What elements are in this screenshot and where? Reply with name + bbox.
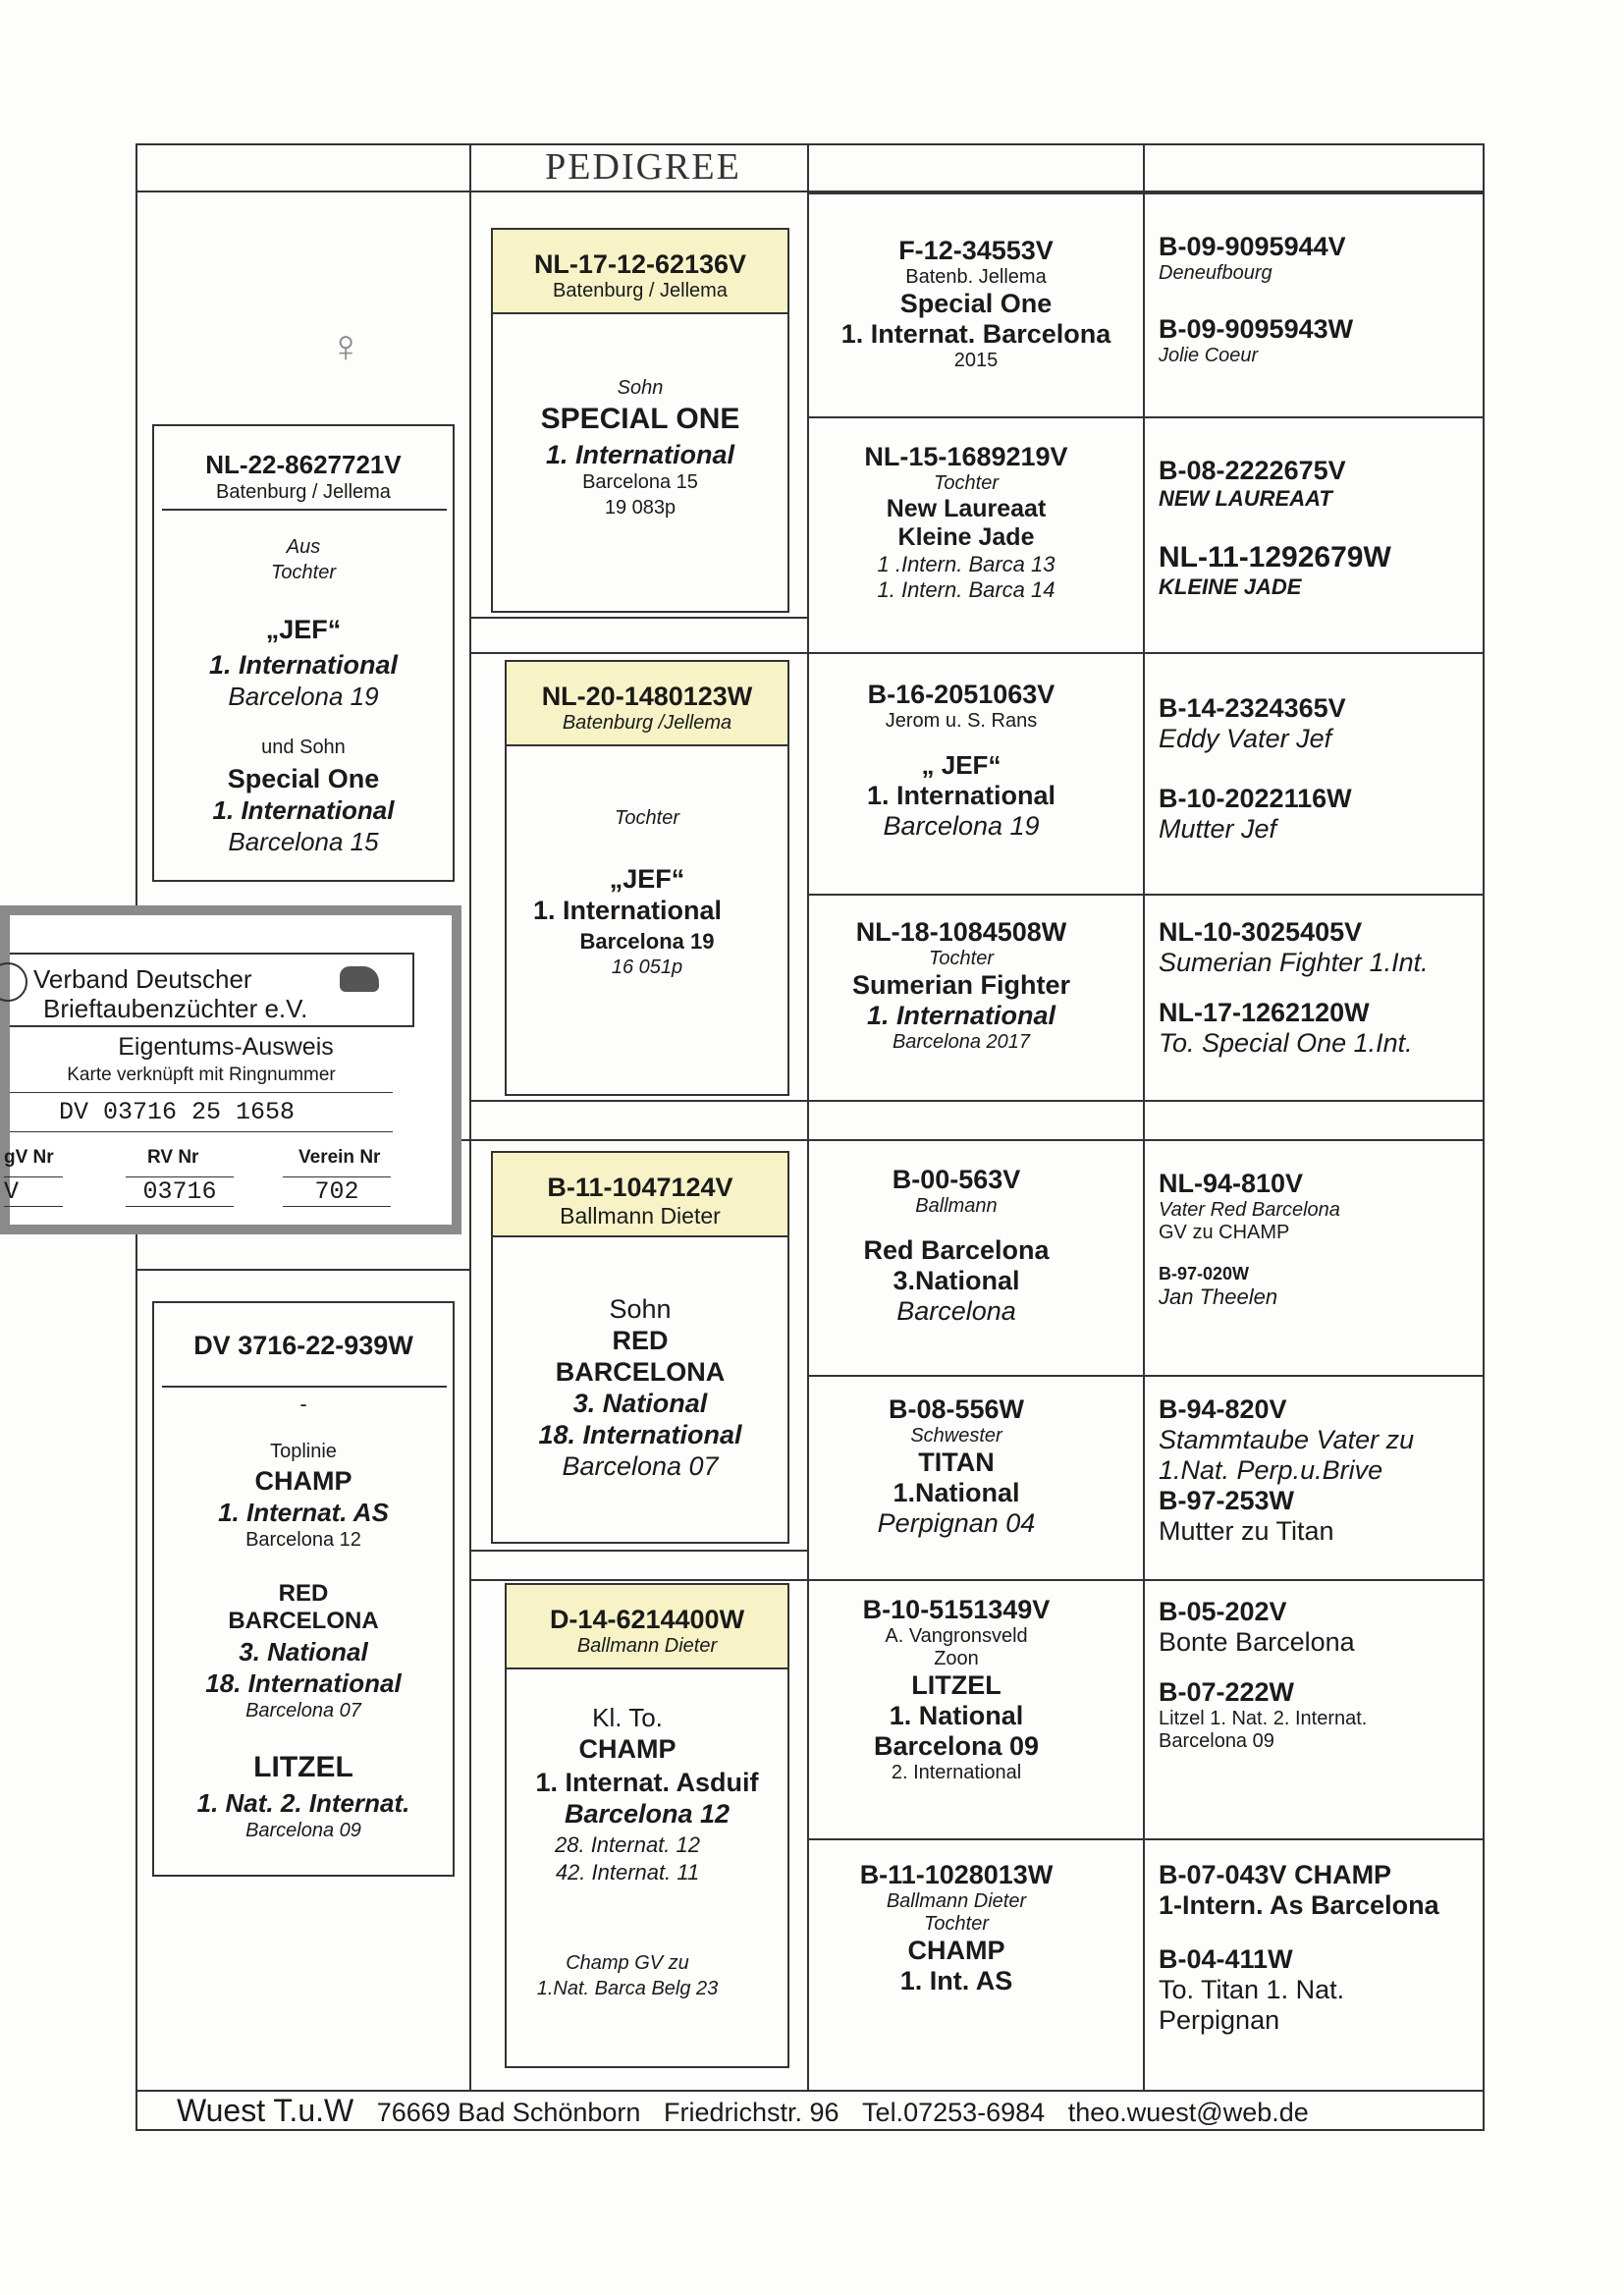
subject2-box xyxy=(152,1301,455,1877)
parent-owner: Ballmann Dieter xyxy=(576,1635,718,1657)
subject2-line: 1. Internat. AS xyxy=(218,1498,389,1527)
row-line xyxy=(469,617,807,619)
card-org-1: Verband Deutscher xyxy=(33,964,252,994)
grandparent-cell xyxy=(809,236,1143,372)
grandparent-line: B-00-563V xyxy=(892,1165,1021,1194)
membership-card xyxy=(0,905,461,1234)
parent-ring: NL-17-12-62136V xyxy=(533,249,747,279)
grandparent-line: Schwester xyxy=(910,1425,1002,1447)
grandparent-line: Perpignan 04 xyxy=(877,1508,1036,1538)
parent-line: 1. International xyxy=(532,896,723,925)
card-col1-value: V xyxy=(4,1176,63,1207)
subject-line: und Sohn xyxy=(261,737,346,758)
great-grandparent-line: Jan Theelen xyxy=(1159,1284,1278,1309)
subject2-line: LITZEL xyxy=(253,1751,353,1783)
grandparent-cell xyxy=(809,442,1123,603)
great-grandparent-line: B-07-043V CHAMP xyxy=(1159,1860,1392,1889)
footer xyxy=(135,2090,1485,2131)
great-grandparent-line: B-14-2324365V xyxy=(1159,693,1346,723)
parent-owner: Batenburg /Jellema xyxy=(562,712,732,734)
subject-line: Tochter xyxy=(271,562,336,583)
great-grandparent-line: NL-17-1262120W xyxy=(1159,998,1370,1027)
great-grandparent-line: B-09-9095944V xyxy=(1159,232,1346,261)
grandparent-line: 2. International xyxy=(891,1762,1022,1783)
great-grandparent-line: B-94-820V xyxy=(1159,1394,1287,1424)
parent-line: 28. Internat. 12 xyxy=(555,1832,700,1857)
grandparent-line: 1. National xyxy=(889,1701,1024,1730)
grandparent-line: A. Vangronsveld xyxy=(885,1625,1028,1647)
grandparent-line: Tochter xyxy=(934,472,999,494)
grandparent-line: 2015 xyxy=(953,350,999,371)
parent-line: 1.Nat. Barca Belg 23 xyxy=(536,1978,719,1999)
subject2-line: Barcelona 07 xyxy=(245,1700,361,1721)
grandparent-line: Barcelona xyxy=(896,1296,1016,1326)
grandparent-cell xyxy=(809,1860,1104,1996)
grandparent-line: Barcelona 09 xyxy=(873,1731,1040,1761)
grandparent-line: LITZEL xyxy=(911,1670,1001,1700)
female-symbol: ♀ xyxy=(329,320,363,371)
card-doc-title: Eigentums-Ausweis xyxy=(118,1033,334,1061)
parent-line: Barcelona 15 xyxy=(582,471,698,493)
great-grandparent-line: B-10-2022116W xyxy=(1159,784,1352,813)
great-grandparent-line: Deneufbourg xyxy=(1159,262,1272,284)
great-grandparent-cell xyxy=(1159,232,1473,367)
grandparent-line: B-08-556W xyxy=(888,1394,1025,1424)
parent-line: CHAMP xyxy=(578,1734,677,1764)
card-col2-value: 03716 xyxy=(126,1176,234,1207)
great-grandparent-line: Jolie Coeur xyxy=(1159,345,1259,366)
subject2-line: 18. International xyxy=(205,1668,402,1698)
great-grandparent-line: NL-10-3025405V xyxy=(1159,917,1363,947)
great-grandparent-cell xyxy=(1159,1597,1473,1753)
card-org-2: Brieftaubenzüchter e.V. xyxy=(43,994,308,1023)
parent-header xyxy=(507,1585,787,1669)
grandparent-line: Sumerian Fighter xyxy=(851,970,1071,1000)
great-grandparent-line: B-97-253W xyxy=(1159,1486,1295,1515)
grandparent-line: 1. Internat. Barcelona xyxy=(840,319,1111,349)
card-col3-value: 702 xyxy=(283,1176,391,1207)
subject2-line: 1. Nat. 2. Internat. xyxy=(196,1788,410,1818)
grandparent-line: Tochter xyxy=(924,1913,989,1935)
footer-city: 76669 Bad Schönborn xyxy=(376,2098,641,2127)
great-grandparent-line: 1-Intern. As Barcelona xyxy=(1159,1890,1439,1920)
great-grandparent-cell xyxy=(1159,456,1473,600)
subject-line: Barcelona 15 xyxy=(228,827,379,856)
parent-line: Kl. To. xyxy=(592,1703,663,1732)
subject-line: Barcelona 19 xyxy=(228,682,379,711)
subject-box xyxy=(152,424,455,882)
parent-owner: Batenburg / Jellema xyxy=(553,280,728,301)
parent-header xyxy=(493,1153,787,1237)
row-line xyxy=(469,1579,807,1581)
card-col3-label: Verein Nr xyxy=(298,1147,381,1168)
great-grandparent-line: B-08-2222675V xyxy=(1159,456,1346,485)
subject2-ring: DV 3716-22-939W xyxy=(193,1331,413,1360)
grandparent-line: 1.National xyxy=(893,1478,1020,1507)
row-line xyxy=(807,1579,1485,1581)
grandparent-line: CHAMP xyxy=(907,1936,1005,1965)
grandparent-line: 1. International xyxy=(866,781,1056,810)
grandparent-cell xyxy=(809,917,1113,1054)
parent-line: SPECIAL ONE xyxy=(540,403,740,435)
row-line xyxy=(807,192,1485,194)
subject2-line: Barcelona 09 xyxy=(245,1820,361,1841)
great-grandparent-line: Sumerian Fighter 1.Int. xyxy=(1159,948,1429,977)
great-grandparent-line: 1.Nat. Perp.u.Brive xyxy=(1159,1455,1383,1485)
parent-header xyxy=(507,662,787,746)
grandparent-line: 1. International xyxy=(866,1001,1056,1030)
grandparent-line: Ballmann Dieter xyxy=(886,1890,1027,1912)
grandparent-line: B-10-5151349V xyxy=(862,1595,1051,1624)
card-divider xyxy=(10,1092,393,1093)
grandparent-line: Zoon xyxy=(934,1648,979,1669)
great-grandparent-line: B-07-222W xyxy=(1159,1677,1295,1707)
parent-owner: Ballmann Dieter xyxy=(560,1203,721,1229)
great-grandparent-line: Litzel 1. Nat. 2. Internat. xyxy=(1159,1708,1368,1729)
row-line xyxy=(807,894,1485,896)
subject2-line: Toplinie xyxy=(270,1441,337,1462)
parent-line: „JEF“ xyxy=(609,864,685,894)
grandparent-line: B-11-1028013W xyxy=(859,1860,1054,1889)
grandparent-line: „ JEF“ xyxy=(921,750,1001,780)
subject-line: Aus xyxy=(286,536,321,558)
column-line-1 xyxy=(469,143,471,2090)
parent-header xyxy=(493,230,787,314)
pigeon-icon xyxy=(340,966,379,992)
parent-box xyxy=(505,660,789,1096)
subject-divider xyxy=(162,509,447,511)
great-grandparent-line: B-04-411W xyxy=(1159,1944,1293,1974)
parent-ring: NL-20-1480123W xyxy=(541,682,753,711)
row-line xyxy=(807,652,1485,654)
grandparent-cell xyxy=(809,1394,1104,1539)
column-line-3 xyxy=(1143,143,1145,2090)
row-line xyxy=(469,652,807,654)
grandparent-cell xyxy=(809,1165,1104,1327)
great-grandparent-cell xyxy=(1159,1169,1473,1310)
great-grandparent-line: Perpignan xyxy=(1159,2005,1280,2035)
great-grandparent-line: B-09-9095943W xyxy=(1159,314,1354,344)
subject2-line: CHAMP xyxy=(254,1466,352,1496)
grandparent-line: Barcelona 2017 xyxy=(892,1031,1031,1053)
grandparent-line: Red Barcelona xyxy=(863,1235,1050,1265)
card-col1-label: gV Nr xyxy=(4,1147,54,1168)
parent-line: 16 051p xyxy=(611,956,683,978)
great-grandparent-line: Barcelona 09 xyxy=(1159,1730,1274,1752)
great-grandparent-line: KLEINE JADE xyxy=(1159,574,1302,599)
grandparent-line: Kleine Jade xyxy=(897,523,1035,551)
grandparent-line: 1 .Intern. Barca 13 xyxy=(877,552,1056,576)
parent-line: Sohn xyxy=(609,1294,672,1324)
parent-ring: D-14-6214400W xyxy=(549,1605,745,1634)
grandparent-cell xyxy=(809,1595,1104,1784)
grandparent-line: Barcelona 19 xyxy=(883,811,1040,841)
subject-line: 1. International xyxy=(212,795,395,825)
card-divider xyxy=(10,1131,393,1132)
great-grandparent-line: To. Titan 1. Nat. xyxy=(1159,1975,1345,2004)
parent-line: Barcelona 07 xyxy=(562,1451,719,1481)
subject2-dash: - xyxy=(299,1392,307,1416)
great-grandparent-cell xyxy=(1159,917,1473,1059)
great-grandparent-line: Mutter zu Titan xyxy=(1159,1516,1334,1546)
subject-owner: Batenburg / Jellema xyxy=(216,481,391,503)
middle-divider-2 xyxy=(469,1100,1485,1102)
great-grandparent-cell xyxy=(1159,693,1473,845)
great-grandparent-line: B-97-020W xyxy=(1159,1264,1250,1284)
great-grandparent-line: NL-11-1292679W xyxy=(1159,541,1391,574)
subject2-line: Barcelona 12 xyxy=(245,1529,361,1551)
parent-box xyxy=(491,228,789,613)
column-line-2 xyxy=(807,143,809,2090)
parent-line: 42. Internat. 11 xyxy=(555,1860,700,1885)
grandparent-line: B-16-2051063V xyxy=(867,680,1056,709)
grandparent-line: NL-15-1689219V xyxy=(864,442,1068,471)
footer-street: Friedrichstr. 96 xyxy=(663,2098,839,2127)
great-grandparent-cell xyxy=(1159,1394,1473,1547)
grandparent-line: NL-18-1084508W xyxy=(855,917,1067,947)
grandparent-line: 3.National xyxy=(893,1266,1020,1295)
row-line xyxy=(807,1375,1485,1377)
parent-line: 1. Internat. Asduif xyxy=(535,1768,759,1797)
grandparent-line: New Laureaat xyxy=(886,495,1047,522)
great-grandparent-line: NEW LAUREAAT xyxy=(1159,486,1332,511)
row-line xyxy=(807,1838,1485,1840)
grandparent-line: Tochter xyxy=(929,948,994,969)
grandparent-line: Batenb. Jellema xyxy=(905,266,1047,288)
page-title: PEDIGREE xyxy=(545,146,741,188)
great-grandparent-line: NL-94-810V xyxy=(1159,1169,1304,1198)
parent-line: 1. International xyxy=(545,440,735,469)
subject-line: 1. International xyxy=(208,650,399,680)
parent-line: Barcelona 12 xyxy=(564,1799,731,1829)
parent-line: Sohn xyxy=(617,377,664,399)
footer-name: Wuest T.u.W xyxy=(177,2093,354,2128)
subject2-line: 3. National xyxy=(239,1637,368,1667)
grandparent-line: Jerom u. S. Rans xyxy=(885,710,1038,732)
subject2-line: BARCELONA xyxy=(228,1608,379,1634)
great-grandparent-line: Mutter Jef xyxy=(1159,814,1277,844)
subject2-divider xyxy=(162,1386,447,1388)
parent-line: RED xyxy=(612,1326,669,1355)
parent-line: Barcelona 19 xyxy=(579,929,715,954)
parent-line: 3. National xyxy=(572,1389,708,1418)
subject-line: Special One xyxy=(227,764,380,793)
subject-ring: NL-22-8627721V xyxy=(205,450,402,479)
row-line xyxy=(135,1269,469,1271)
parent-line: Champ GV zu xyxy=(566,1952,689,1974)
great-grandparent-line: Stammtaube Vater zu xyxy=(1159,1425,1415,1454)
grandparent-line: 1. Intern. Barca 14 xyxy=(877,577,1056,602)
grandparent-line: TITAN xyxy=(918,1448,995,1477)
grandparent-line: Special One xyxy=(899,289,1053,318)
great-grandparent-line: GV zu CHAMP xyxy=(1159,1222,1290,1243)
footer-tel: Tel.07253-6984 xyxy=(862,2098,1046,2127)
card-subtitle: Karte verknüpft mit Ringnummer xyxy=(67,1065,336,1085)
row-line xyxy=(469,1550,807,1552)
subject2-line: RED xyxy=(278,1580,329,1607)
great-grandparent-line: Eddy Vater Jef xyxy=(1159,724,1332,753)
parent-line: 18. International xyxy=(538,1420,742,1449)
row-line xyxy=(807,416,1485,418)
grandparent-line: 1. Int. AS xyxy=(899,1966,1013,1995)
great-grandparent-cell xyxy=(1159,1860,1473,2036)
parent-box xyxy=(505,1583,789,2068)
grandparent-line: Ballmann xyxy=(915,1195,998,1217)
parent-ring: B-11-1047124V xyxy=(547,1173,733,1202)
great-grandparent-line: To. Special One 1.Int. xyxy=(1159,1028,1413,1058)
parent-line: BARCELONA xyxy=(555,1357,726,1387)
parent-box xyxy=(491,1151,789,1544)
great-grandparent-line: Vater Red Barcelona xyxy=(1159,1199,1340,1221)
card-col2-label: RV Nr xyxy=(147,1147,199,1168)
footer-email: theo.wuest@web.de xyxy=(1067,2098,1309,2127)
parent-line: 19 083p xyxy=(604,497,677,519)
parent-line: Tochter xyxy=(615,807,679,829)
grandparent-cell xyxy=(809,680,1113,842)
card-ring: DV 03716 25 1658 xyxy=(59,1098,296,1126)
grandparent-line: F-12-34553V xyxy=(898,236,1054,265)
subject-line: „JEF“ xyxy=(265,615,342,644)
great-grandparent-line: B-05-202V xyxy=(1159,1597,1287,1626)
great-grandparent-line: Bonte Barcelona xyxy=(1159,1627,1355,1657)
